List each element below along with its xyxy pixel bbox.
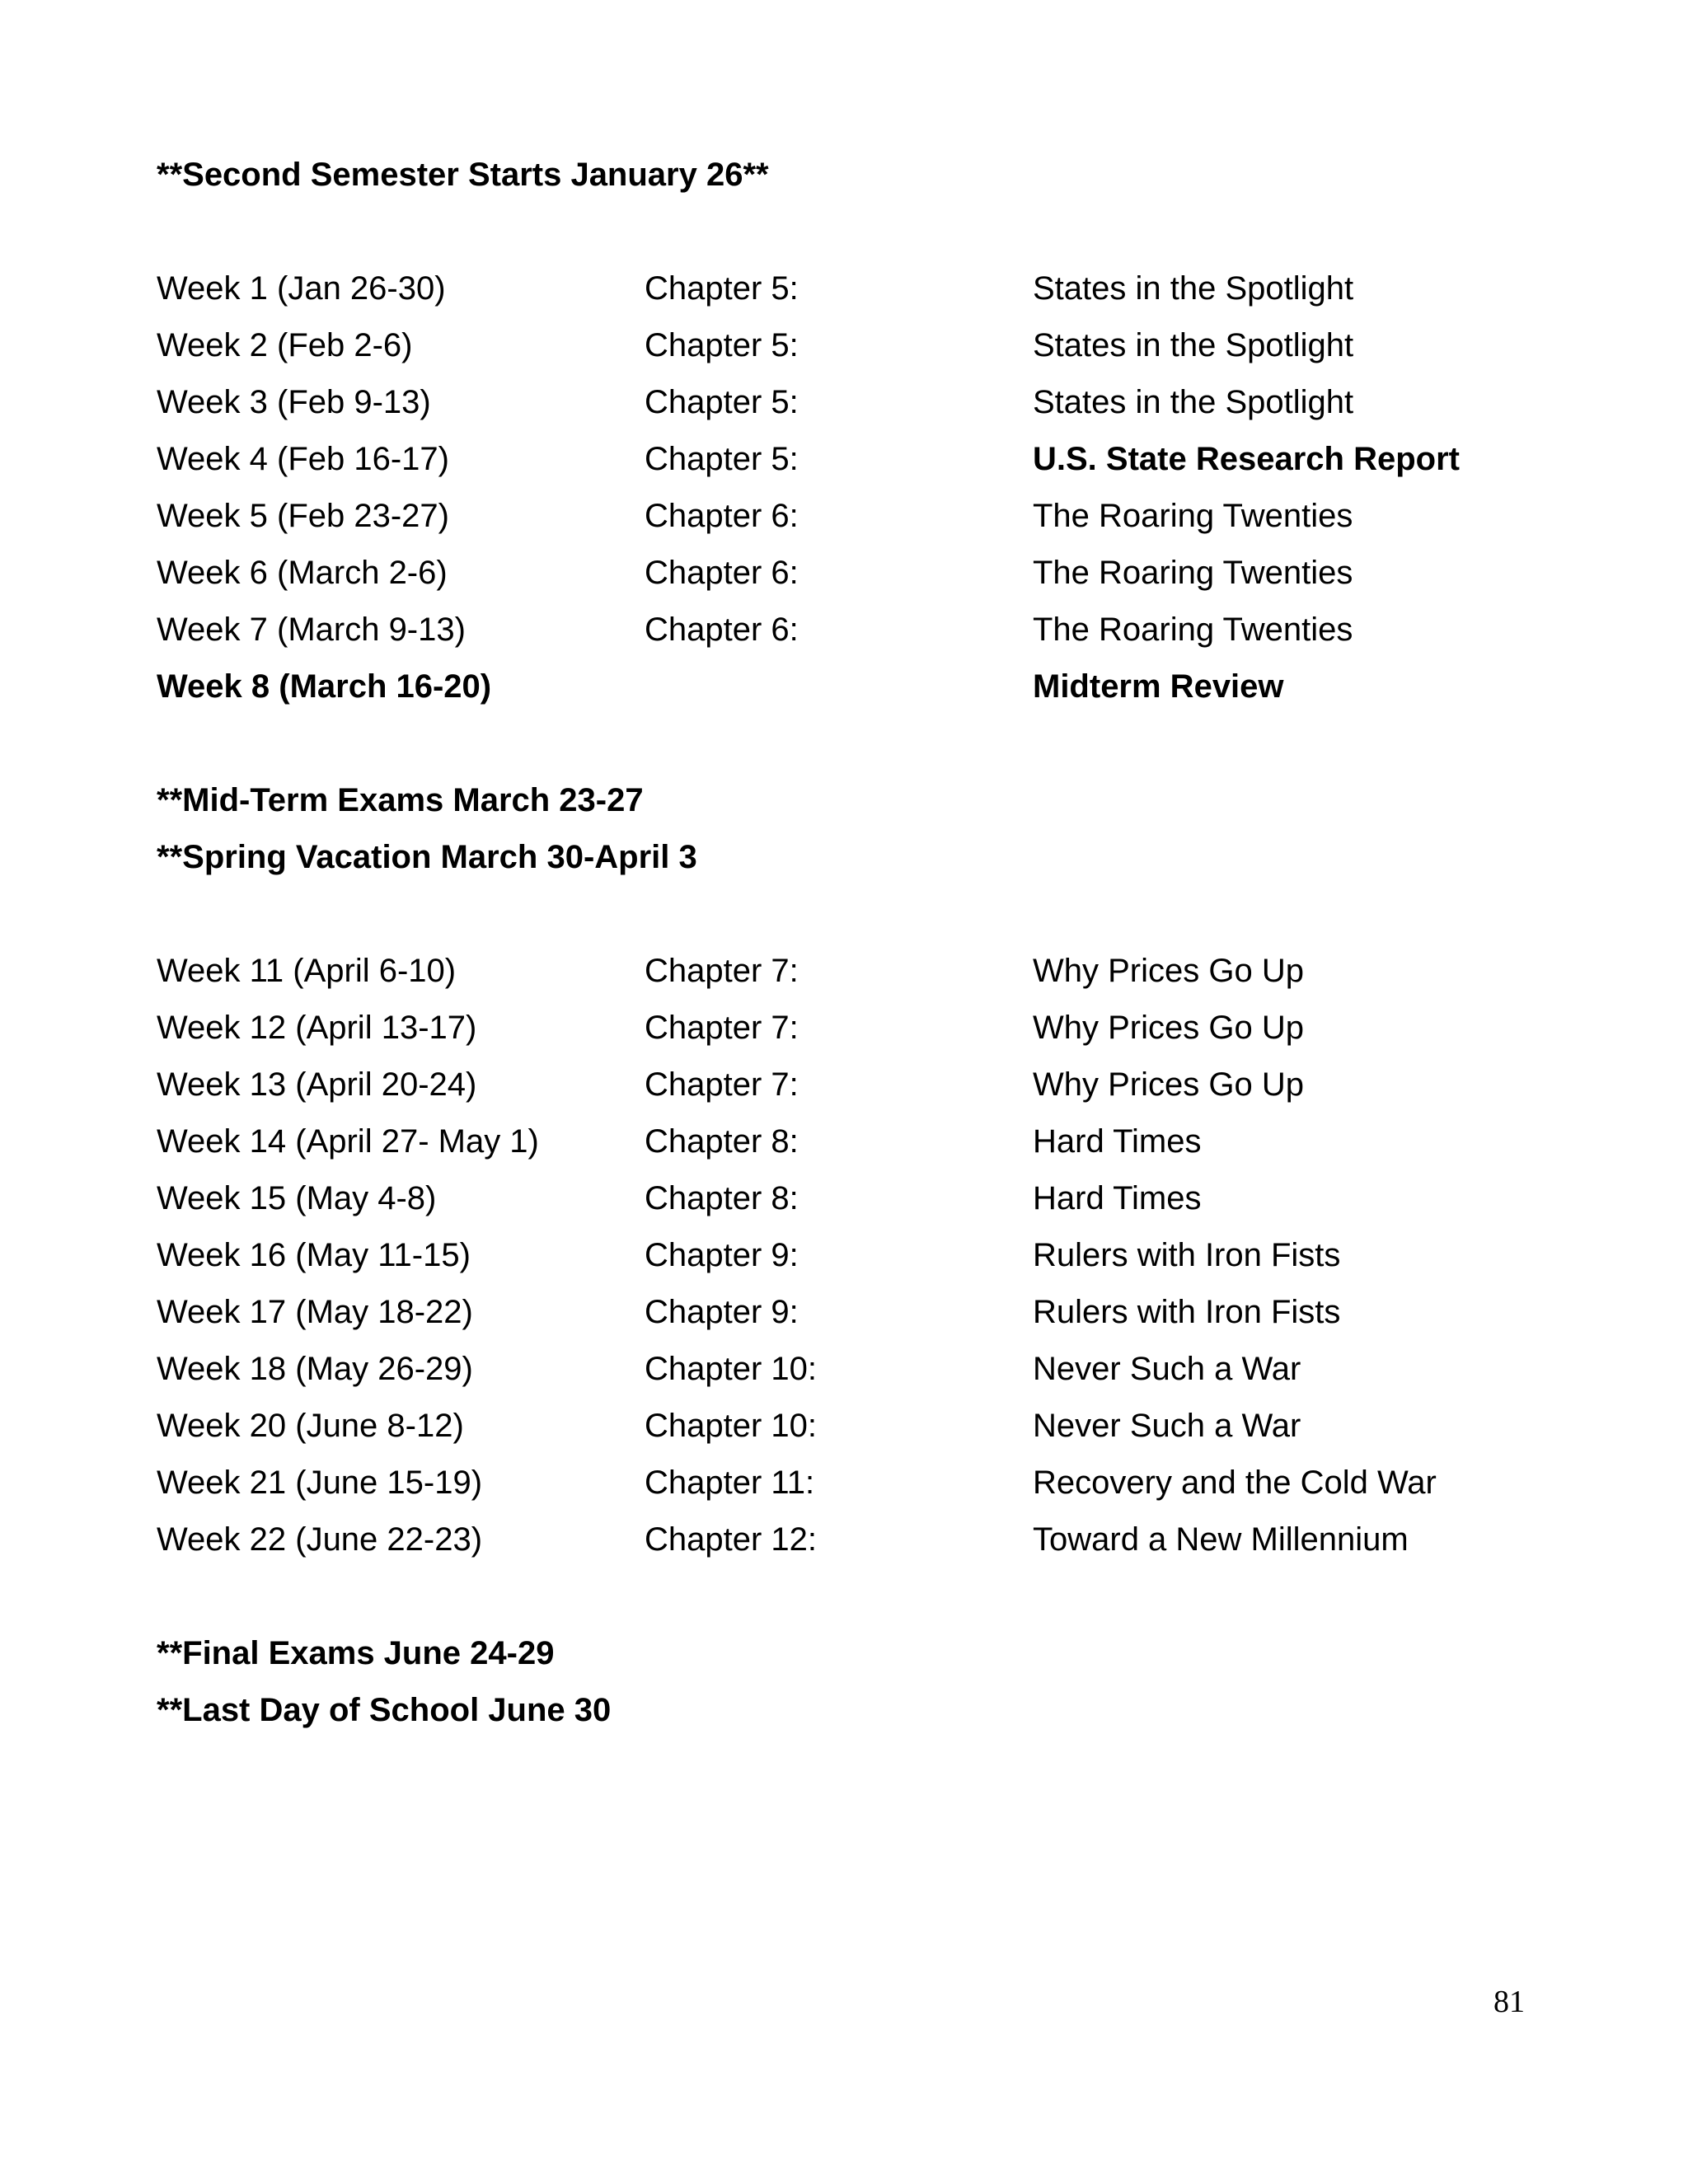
schedule-row — [0, 1239, 1688, 1296]
schedule-row — [0, 954, 1688, 1011]
schedule-row — [0, 1409, 1688, 1466]
chapter-label: Chapter 9: — [645, 1237, 799, 1273]
topic-label: States in the Spotlight — [1033, 327, 1354, 363]
week-label: Week 15 (May 4-8) — [157, 1180, 437, 1216]
schedule-row — [0, 329, 1688, 386]
topic-label: The Roaring Twenties — [1033, 612, 1353, 648]
schedule-row — [0, 499, 1688, 556]
schedule-row — [0, 670, 1688, 727]
topic-label: Why Prices Go Up — [1033, 1010, 1304, 1046]
chapter-label: Chapter 5: — [645, 327, 799, 363]
week-label: Week 17 (May 18-22) — [157, 1294, 473, 1330]
schedule-row — [0, 1523, 1688, 1580]
topic-label: Why Prices Go Up — [1033, 1066, 1304, 1103]
topic-label: Never Such a War — [1033, 1408, 1301, 1444]
topic-label: States in the Spotlight — [1033, 384, 1354, 420]
chapter-label: Chapter 10: — [645, 1351, 818, 1387]
schedule-row — [0, 613, 1688, 670]
week-label: Week 12 (April 13-17) — [157, 1010, 477, 1046]
schedule-row — [0, 1466, 1688, 1523]
week-label: Week 14 (April 27- May 1) — [157, 1123, 539, 1160]
chapter-label: Chapter 12: — [645, 1521, 818, 1558]
topic-label: The Roaring Twenties — [1033, 498, 1353, 534]
chapter-label: Chapter 7: — [645, 1010, 799, 1046]
final-exams-note: **Final Exams June 24-29 — [157, 1635, 555, 1671]
chapter-label: Chapter 8: — [645, 1123, 799, 1160]
topic-label: Recovery and the Cold War — [1033, 1465, 1437, 1501]
week-label: Week 6 (March 2-6) — [157, 555, 448, 591]
chapter-label: Chapter 11: — [645, 1465, 815, 1501]
schedule-row — [0, 1352, 1688, 1409]
semester-start-note: **Second Semester Starts January 26** — [157, 157, 769, 193]
chapter-label: Chapter 6: — [645, 555, 799, 591]
schedule-row — [0, 386, 1688, 443]
chapter-label: Chapter 10: — [645, 1408, 818, 1444]
schedule-row — [0, 443, 1688, 499]
page-number: 81 — [1493, 1985, 1525, 2019]
topic-label: Rulers with Iron Fists — [1033, 1237, 1341, 1273]
topic-label: Never Such a War — [1033, 1351, 1301, 1387]
schedule-row — [0, 1068, 1688, 1125]
topic-label: The Roaring Twenties — [1033, 555, 1353, 591]
chapter-label: Chapter 8: — [645, 1180, 799, 1216]
chapter-label: Chapter 5: — [645, 441, 799, 477]
schedule-row — [0, 1125, 1688, 1182]
chapter-label: Chapter 9: — [645, 1294, 799, 1330]
week-label: Week 5 (Feb 23-27) — [157, 498, 449, 534]
week-label: Week 7 (March 9-13) — [157, 612, 466, 648]
schedule-row — [0, 556, 1688, 613]
week-label: Week 16 (May 11-15) — [157, 1237, 471, 1273]
topic-label: Toward a New Millennium — [1033, 1521, 1409, 1558]
topic-label: Hard Times — [1033, 1123, 1202, 1160]
chapter-label: Chapter 5: — [645, 270, 799, 307]
chapter-label: Chapter 6: — [645, 612, 799, 648]
week-label: Week 3 (Feb 9-13) — [157, 384, 431, 420]
week-label: Week 20 (June 8-12) — [157, 1408, 464, 1444]
week-label: Week 11 (April 6-10) — [157, 953, 457, 989]
topic-label: Why Prices Go Up — [1033, 953, 1304, 989]
chapter-label: Chapter 7: — [645, 953, 799, 989]
topic-label: U.S. State Research Report — [1033, 441, 1460, 477]
week-label: Week 4 (Feb 16-17) — [157, 441, 449, 477]
topic-label: Midterm Review — [1033, 668, 1284, 705]
week-label: Week 13 (April 20-24) — [157, 1066, 477, 1103]
week-label: Week 2 (Feb 2-6) — [157, 327, 413, 363]
week-label: Week 18 (May 26-29) — [157, 1351, 473, 1387]
last-day-note: **Last Day of School June 30 — [157, 1692, 612, 1728]
topic-label: Rulers with Iron Fists — [1033, 1294, 1341, 1330]
midterm-exams-note: **Mid-Term Exams March 23-27 — [157, 782, 644, 818]
schedule-row — [0, 1182, 1688, 1239]
schedule-row — [0, 1011, 1688, 1068]
spring-vacation-note: **Spring Vacation March 30-April 3 — [157, 839, 697, 875]
week-label: Week 22 (June 22-23) — [157, 1521, 483, 1558]
chapter-label: Chapter 6: — [645, 498, 799, 534]
schedule-row — [0, 272, 1688, 329]
topic-label: States in the Spotlight — [1033, 270, 1354, 307]
chapter-label: Chapter 5: — [645, 384, 799, 420]
chapter-label: Chapter 7: — [645, 1066, 799, 1103]
week-label: Week 8 (March 16-20) — [157, 668, 492, 705]
schedule-row — [0, 1296, 1688, 1352]
topic-label: Hard Times — [1033, 1180, 1202, 1216]
week-label: Week 21 (June 15-19) — [157, 1465, 483, 1501]
week-label: Week 1 (Jan 26-30) — [157, 270, 446, 307]
